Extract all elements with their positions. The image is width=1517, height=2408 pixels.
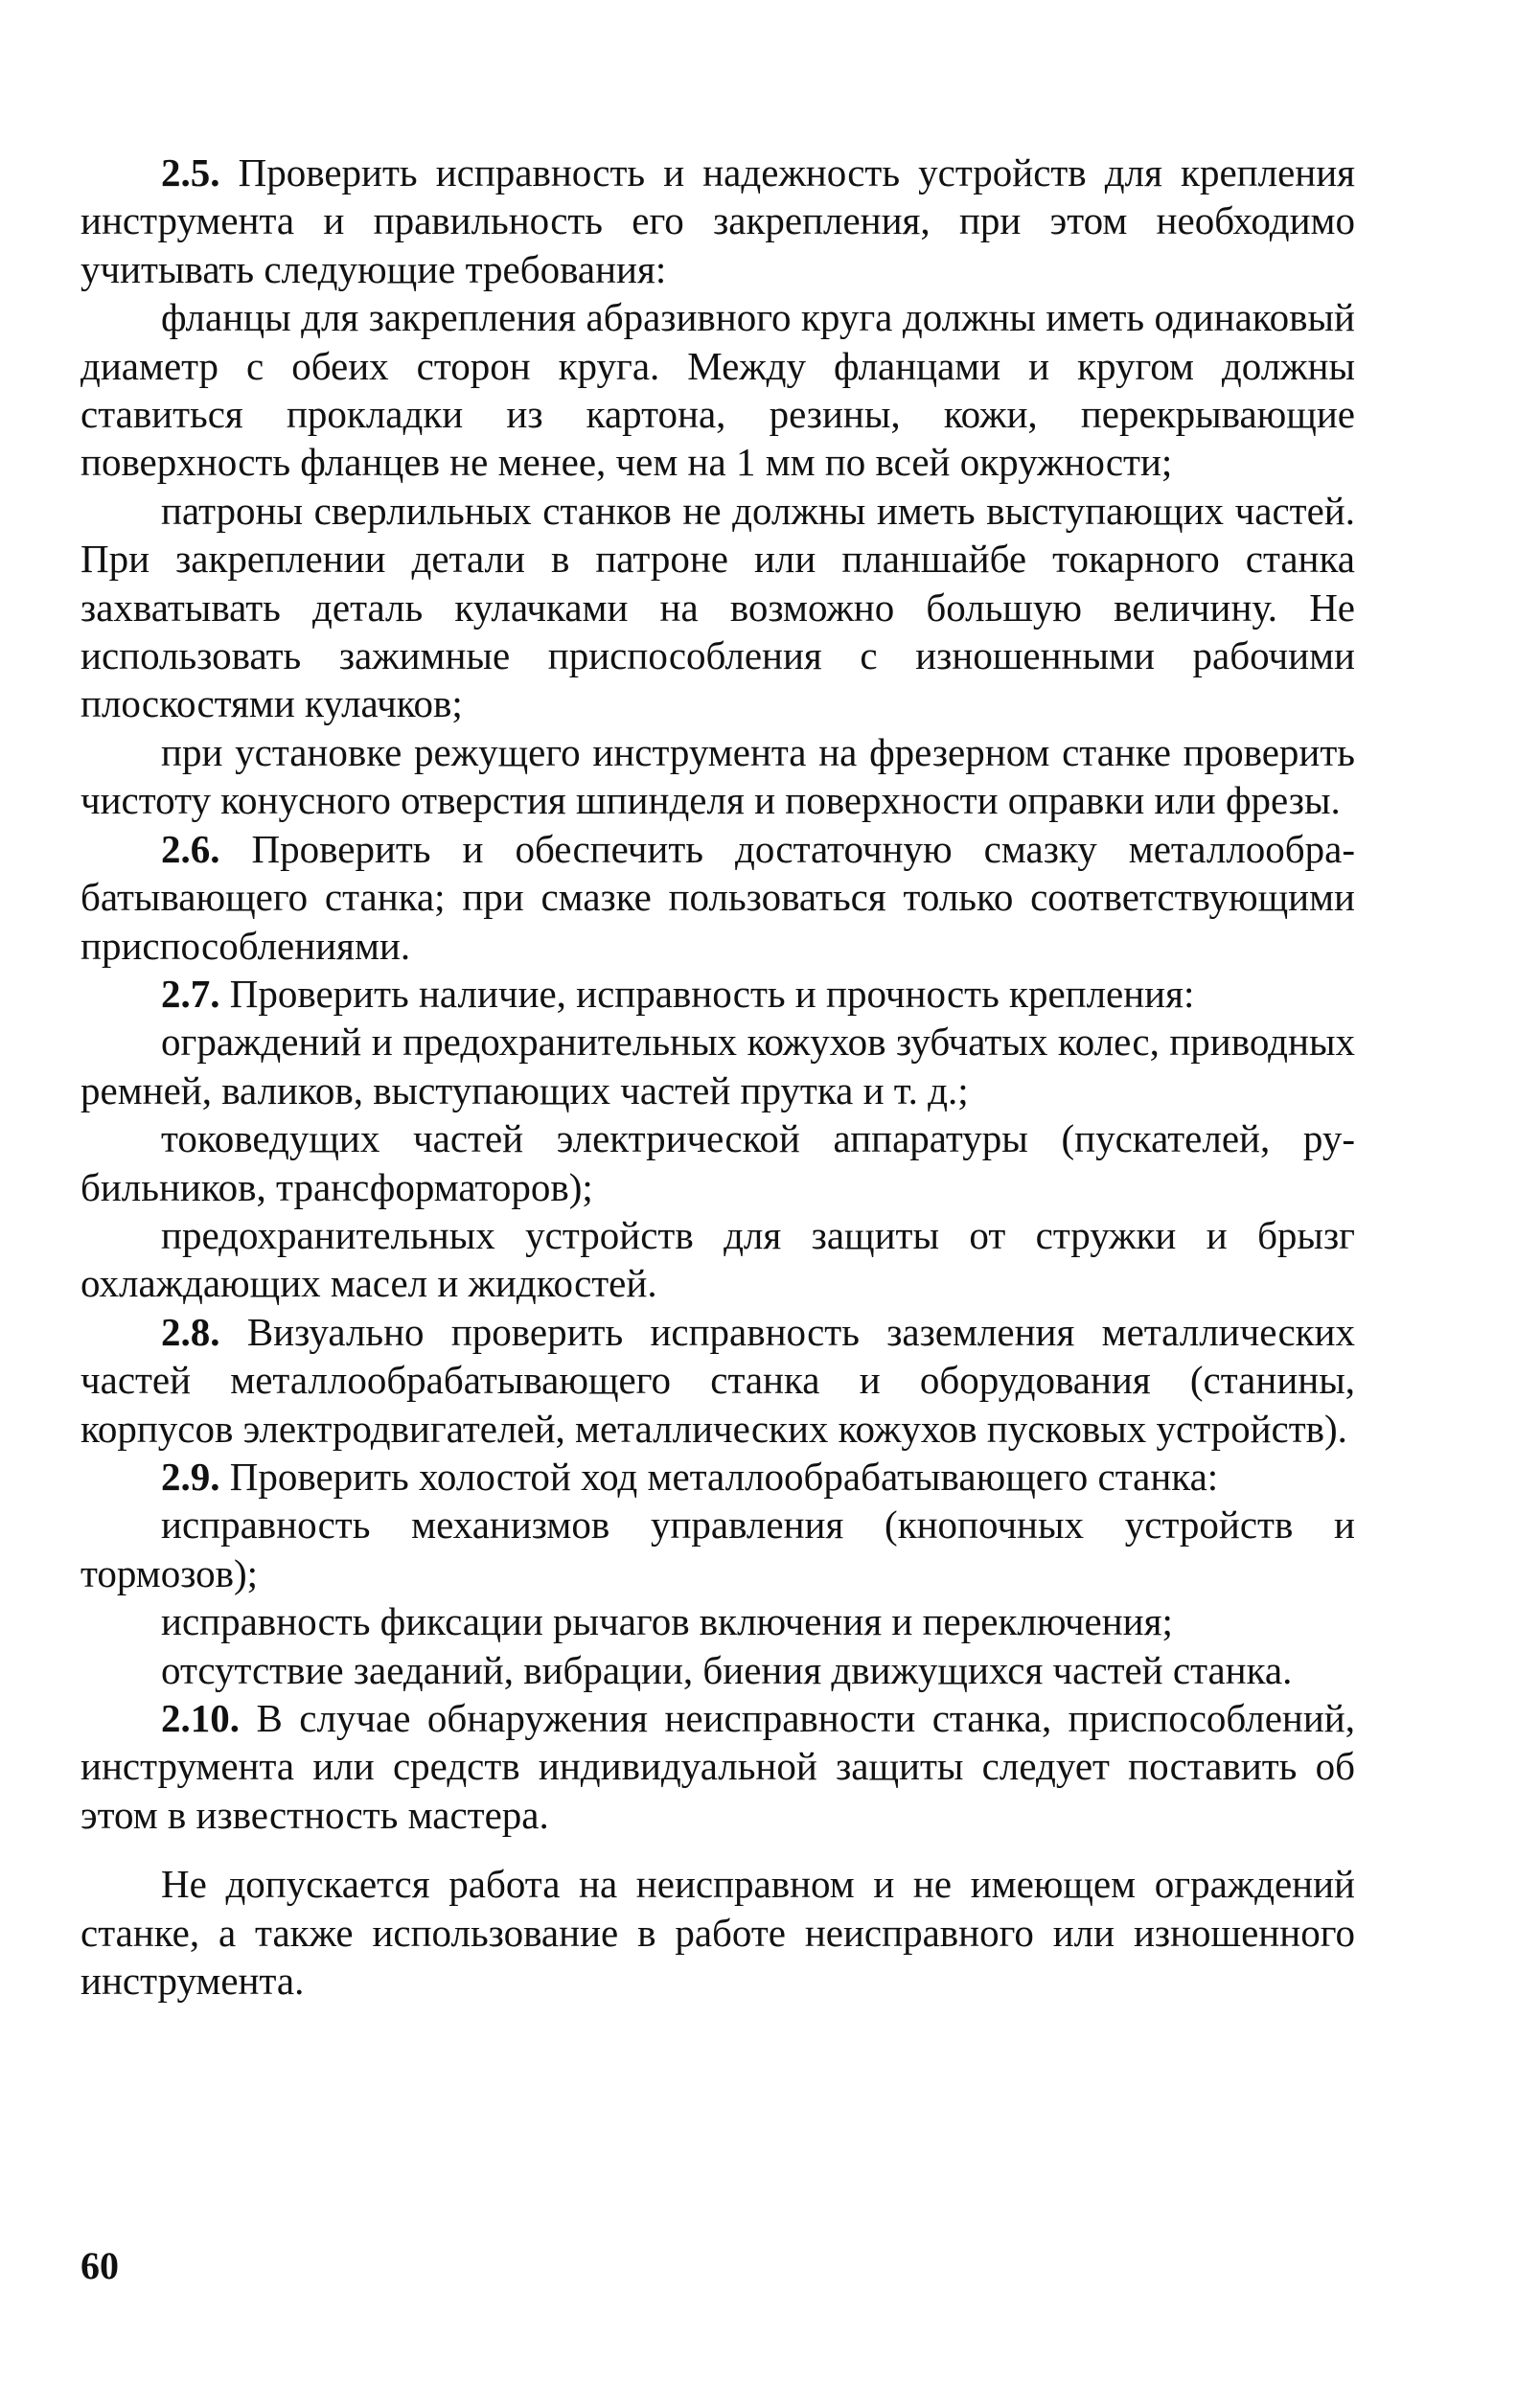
paragraph-text: при установке режущего инструмента на фрезерном станке проверить чистоту конусного отверстия шпинделя и поверхности оправки или фрезы. [80, 729, 1355, 823]
paragraph-text: патроны сверлильных станков не должны иметь выступающих частей. При закреплении детали в патроне или планшайбе токарного станка захватывать деталь кулачками на возможно большую величину. Не использовать зажимные приспособления с изношенными рабочими плоскостями кулачков; [80, 488, 1355, 726]
paragraph-flanges [80, 293, 1355, 487]
paragraph-milling-tool [80, 728, 1355, 825]
paragraph-vibration [80, 1646, 1355, 1694]
paragraph-text: исправность механизмов управления (кнопочных устройств и тормозов); [80, 1502, 1355, 1595]
clause-number: 2.6. [161, 826, 220, 871]
paragraph-2-8 [80, 1308, 1355, 1453]
paragraph-text: Проверить исправность и надежность устройств для крепления инструмента и правильность его закрепления, при этом необходимо учитывать следующие требования: [80, 150, 1356, 291]
paragraph-2-10 [80, 1694, 1355, 1839]
paragraph-text: В случае обнаружения неисправности станка, приспособлений, инструмента или средств индивидуальной защиты следует поставить об этом в известность мастера. [80, 1696, 1355, 1837]
paragraph-text: Проверить холостой ход металлообрабатывающего станка: [229, 1454, 1219, 1499]
paragraph-controls [80, 1501, 1355, 1597]
paragraph-text: ограждений и предохранительных кожухов зубчатых колес, приводных ремней, валиков, выступающих частей прутка и т. д.; [80, 1020, 1355, 1112]
paragraph-live-parts [80, 1114, 1355, 1211]
paragraph-text: отсутствие заеданий, вибрации, биения движущихся частей станка. [161, 1647, 1293, 1692]
paragraph-2-5 [80, 149, 1355, 293]
page-number: 60 [80, 2244, 119, 2287]
paragraph-text: токоведущих частей электрической аппаратуры (пускателей, рубильников, трансформаторов); [80, 1116, 1355, 1209]
paragraph-text: исправность фиксации рычагов включения и переключения; [161, 1599, 1173, 1644]
paragraph-protective-devices [80, 1211, 1355, 1308]
paragraph-text: Проверить и обеспечить достаточную смазку металлообрабатывающего станка; при смазке пользоваться только соответствующими приспособлениями. [80, 826, 1355, 968]
paragraph-guards [80, 1018, 1355, 1114]
clause-number: 2.7. [161, 971, 220, 1016]
paragraph-levers [80, 1597, 1355, 1645]
paragraph-text: фланцы для закрепления абразивного круга должны иметь одинаковый диаметр с обеих сторон круга. Между фланцами и кругом должны ставиться прокладки из картона, резины, кожи, перекрывающие поверхность фланцев не менее, чем на 1 мм по всей окружности; [80, 295, 1355, 485]
clause-number: 2.5. [161, 150, 220, 195]
paragraph-prohibition [80, 1860, 1355, 2005]
paragraph-text: Визуально проверить исправность заземления металлических частей металлообрабатывающего станка и оборудования (станины, корпусов электродвигателей, металлических кожухов пусковых устройств). [80, 1309, 1356, 1451]
body-text [80, 149, 1355, 2005]
paragraph-text: Не допускается работа на неисправном и не имеющем ограждений станке, а также использование в работе неисправного или изношенного инструмента. [80, 1862, 1355, 2004]
paragraph-text: предохранительных устройств для защиты от стружки и брызг охлаждающих масел и жидкостей. [80, 1212, 1355, 1306]
clause-number: 2.8. [161, 1309, 220, 1354]
paragraph-2-7 [80, 970, 1355, 1018]
paragraph-text: Проверить наличие, исправность и прочность крепления: [229, 971, 1195, 1016]
clause-number: 2.10. [161, 1696, 240, 1740]
paragraph-chucks [80, 487, 1355, 728]
paragraph-2-9 [80, 1453, 1355, 1501]
paragraph-2-6 [80, 825, 1355, 970]
clause-number: 2.9. [161, 1454, 220, 1499]
